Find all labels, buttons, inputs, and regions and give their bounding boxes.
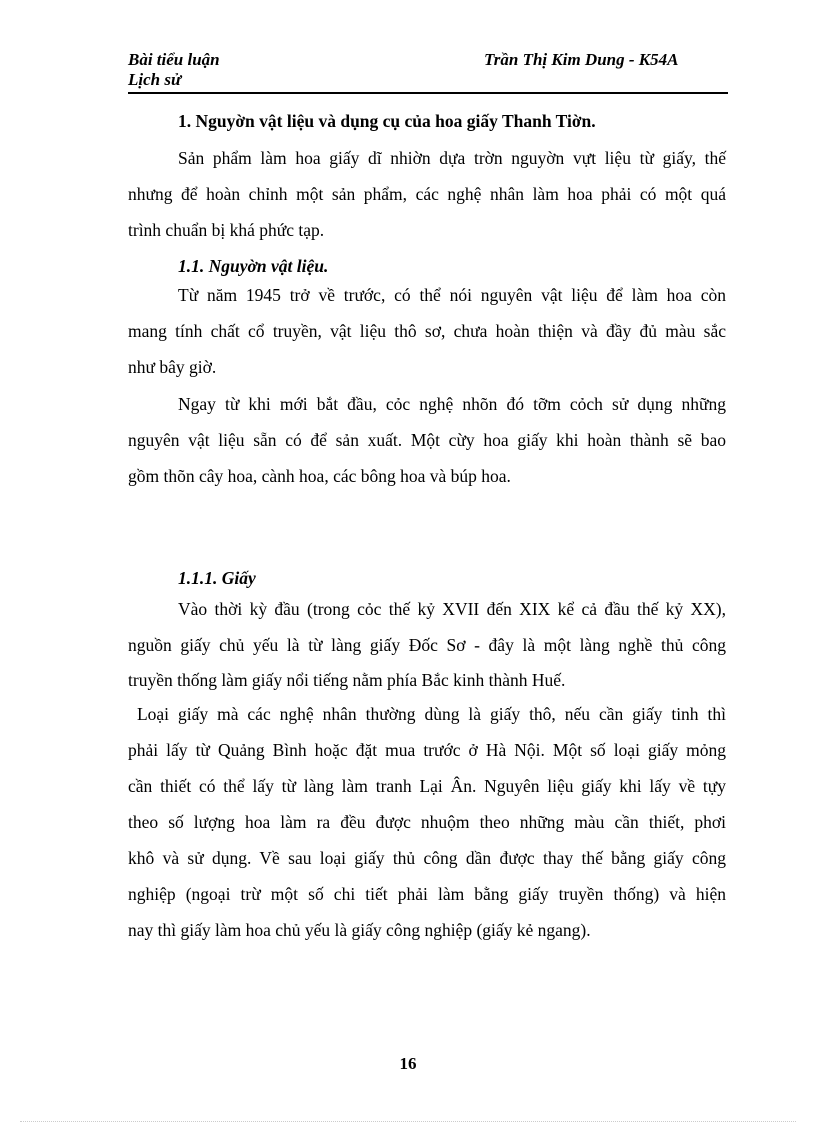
text-line: nghiệp (ngoại trừ một số chi tiết phải làm bằng giấy truyền thống) và hiện: [128, 884, 726, 904]
text-line: Sản phẩm làm hoa giấy dĩ nhiờn dựa trờn nguyờn vựt liệu từ giấy, thế: [178, 148, 726, 168]
header-author: Trần Thị Kim Dung - K54A: [484, 50, 679, 69]
text-line: Ngay từ khi mới bắt đầu, cỏc nghệ nhõn đó tỡm cỏch sử dụng những: [178, 394, 726, 414]
header-left: [128, 50, 220, 90]
text-line: theo số lượng hoa làm ra đều được nhuộm theo những màu cần thiết, phơi: [128, 812, 726, 832]
text-line: Từ năm 1945 trở về trước, có thể nói nguyên vật liệu để làm hoa còn: [178, 285, 726, 305]
text-line: mang tính chất cổ truyền, vật liệu thô sơ, chưa hoàn thiện và đầy đủ màu sắc: [128, 321, 726, 341]
text-line: nguyên vật liệu sẵn có để sản xuất. Một cừy hoa giấy khi hoàn thành sẽ bao: [128, 430, 726, 450]
text-line: gồm thõn cây hoa, cành hoa, các bông hoa và búp hoa.: [128, 466, 511, 486]
subsection-heading: 1.1. Nguyờn vật liệu.: [178, 256, 329, 276]
section-heading: 1. Nguyờn vật liệu và dụng cụ của hoa giấy Thanh Tiờn.: [178, 111, 596, 131]
text-line: Vào thời kỳ đầu (trong cỏc thế kỷ XVII đến XIX kể cả đầu thế kỷ XX),: [178, 599, 726, 619]
text-line: trình chuẩn bị khá phức tạp.: [128, 220, 325, 240]
text-line: nay thì giấy làm hoa chủ yếu là giấy công nghiệp (giấy kẻ ngang).: [128, 920, 591, 940]
text-line: nguồn giấy chủ yếu là từ làng giấy Đốc Sơ - đây là một làng nghề thủ công: [128, 635, 726, 655]
text-line: như bây giờ.: [128, 357, 217, 377]
header-course: Bài tiểu luận: [128, 50, 220, 69]
page-bottom-border: [20, 1121, 796, 1122]
text-line: truyền thống làm giấy nổi tiếng nằm phía Bắc kinh thành Huế.: [128, 670, 566, 690]
subsubsection-heading: 1.1.1. Giấy: [178, 568, 256, 588]
text-line: khô và sử dụng. Về sau loại giấy thủ công dần được thay thế bằng giấy công: [128, 848, 726, 868]
text-line: cần thiết có thể lấy từ làng làm tranh Lại Ân. Nguyên liệu giấy khi lấy về tựy: [128, 776, 726, 796]
header-subject: Lịch sử: [128, 70, 182, 89]
page-number: 16: [399, 1054, 417, 1073]
header-divider: [128, 92, 728, 94]
text-line: Loại giấy mà các nghệ nhân thường dùng là giấy thô, nếu cần giấy tinh thì: [128, 704, 726, 724]
text-line: phải lấy từ Quảng Bình hoặc đặt mua trước ở Hà Nội. Một số loại giấy mỏng: [128, 740, 726, 760]
text-line: nhưng để hoàn chỉnh một sản phẩm, các nghệ nhân làm hoa phải có một quá: [128, 184, 726, 204]
